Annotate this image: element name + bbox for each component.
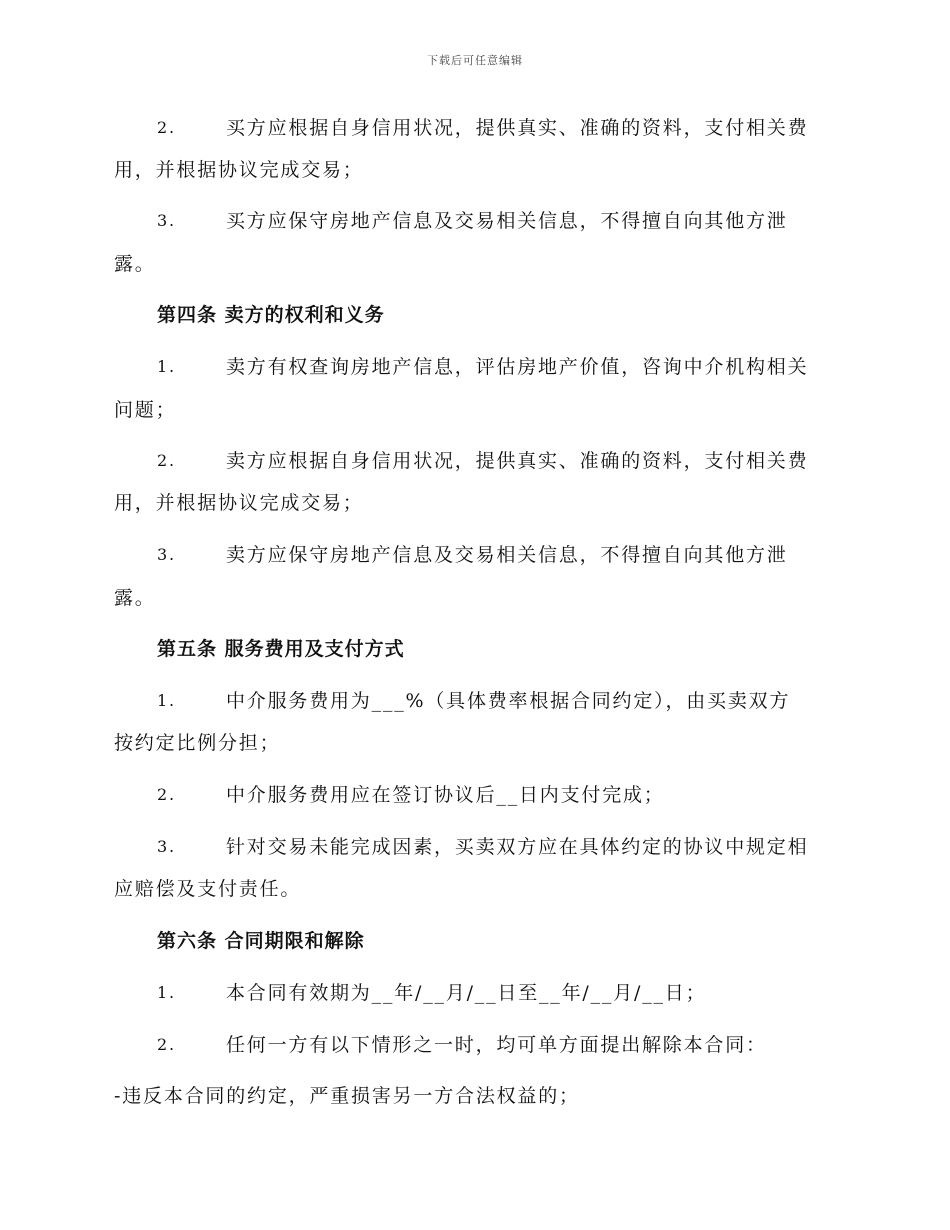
clause-number: 1.: [157, 983, 176, 1002]
clause-text: 本合同有效期为__年/__月/__日至__年/__月/__日；: [226, 982, 707, 1004]
section-heading: 第六条 合同期限和解除: [157, 930, 365, 952]
clause-continuation: 露。: [114, 587, 156, 609]
clause-number: 2.: [157, 1035, 176, 1054]
clause-number: 2.: [157, 785, 176, 804]
section-heading: 第四条 卖方的权利和义务: [157, 304, 385, 326]
clause-text: 针对交易未能完成因素，买卖双方应在具体约定的协议中规定相: [226, 836, 809, 858]
bullet-line: -违反本合同的约定，严重损害另一方合法权益的；: [114, 1085, 580, 1107]
clause-continuation: 按约定比例分担；: [114, 732, 281, 754]
clause-text: 买方应保守房地产信息及交易相关信息，不得擅自向其他方泄: [226, 210, 788, 232]
clause-continuation: 问题；: [114, 399, 177, 421]
clause-continuation: 应赔偿及支付责任。: [114, 878, 302, 900]
clause-text: 卖方应保守房地产信息及交易相关信息，不得擅自向其他方泄: [226, 544, 788, 566]
clause-number: 3.: [157, 545, 176, 564]
clause-text: 任何一方有以下情形之一时，均可单方面提出解除本合同：: [226, 1034, 767, 1056]
clause-text: 卖方有权查询房地产信息，评估房地产价值，咨询中介机构相关: [226, 356, 809, 378]
clause-number: 3.: [157, 837, 176, 856]
clause-text: 卖方应根据自身信用状况，提供真实、准确的资料，支付相关费: [226, 450, 809, 472]
section-heading: 第五条 服务费用及支付方式: [157, 638, 405, 660]
clause-text: 买方应根据自身信用状况，提供真实、准确的资料，支付相关费: [226, 117, 809, 139]
clause-continuation: 用，并根据协议完成交易；: [114, 492, 364, 514]
clause-number: 2.: [157, 451, 176, 470]
clause-continuation: 用，并根据协议完成交易；: [114, 159, 364, 181]
page-header: 下载后可任意编辑: [427, 54, 523, 67]
clause-text: 中介服务费用应在签订协议后__日内支付完成；: [226, 784, 665, 806]
clause-number: 1.: [157, 357, 176, 376]
clause-number: 3.: [157, 211, 176, 230]
clause-continuation: 露。: [114, 253, 156, 275]
clause-number: 1.: [157, 691, 176, 710]
clause-number: 2.: [157, 118, 176, 137]
clause-text: 中介服务费用为___%（具体费率根据合同约定），由买卖双方: [226, 690, 791, 712]
